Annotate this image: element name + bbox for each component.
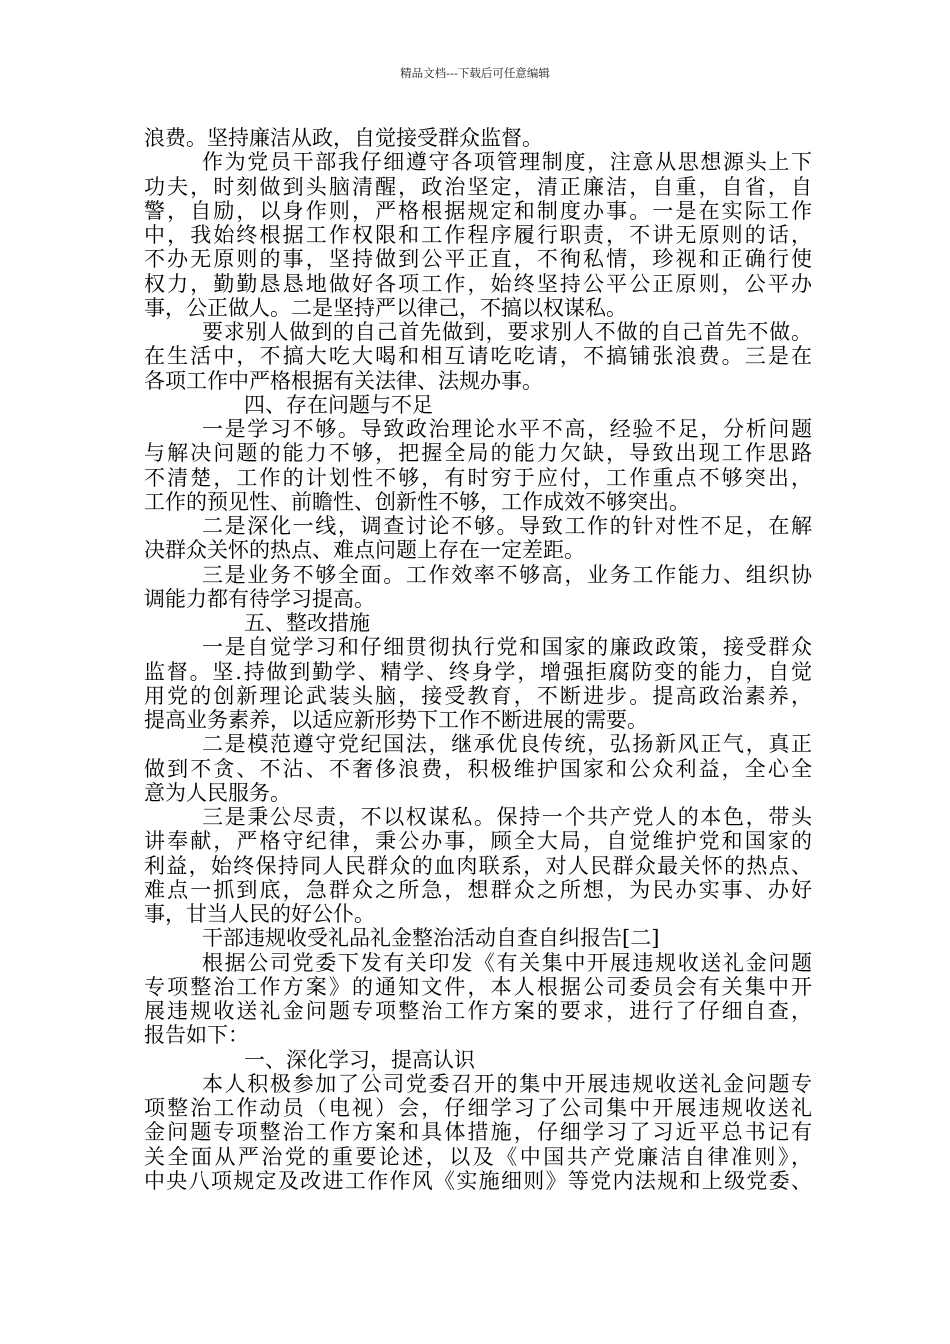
text-line: 做到不贪、不沾、不奢侈浪费，积极维护国家和公众利益，全心全 <box>144 756 812 781</box>
text-line: 决群众关怀的热点、难点问题上存在一定差距。 <box>144 538 585 563</box>
document-body <box>144 126 812 1193</box>
text-line: 工作的预见性、前瞻性、创新性不够，工作成效不够突出。 <box>144 489 690 514</box>
text-line: 难点一抓到底，急群众之所急，想群众之所想，为民办实事、办好 <box>144 877 812 902</box>
text-line: 三是业务不够全面。工作效率不够高，业务工作能力、组织协 <box>202 562 812 587</box>
page-header: 精品文档---下载后可任意编辑 <box>400 66 550 80</box>
text-line: 二是深化一线，调查讨论不够。导致工作的针对性不足，在解 <box>202 514 812 538</box>
text-line: 在生活中，不搞大吃大喝和相互请吃吃请，不搞铺张浪费。三是在 <box>144 344 812 369</box>
text-line: 本人积极参加了公司党委召开的集中开展违规收送礼金问题专 <box>202 1071 812 1096</box>
text-line: 用党的创新理论武装头脑，接受教育，不断进步。提高政治素养， <box>144 683 812 708</box>
text-line: 展违规收送礼金问题专项整治工作方案的要求，进行了仔细自查， <box>144 999 812 1023</box>
text-line: 专项整治工作方案》的通知文件，本人根据公司委员会有关集中开 <box>144 974 812 999</box>
text-line: 关全面从严治党的重要论述，以及《中国共产党廉洁自律准则》， <box>144 1144 812 1169</box>
text-line: 调能力都有待学习提高。 <box>144 586 375 611</box>
report-title: 干部违规收受礼品礼金整治活动自查自纠报告[二] <box>202 926 660 951</box>
section-heading: 五、整改措施 <box>244 611 370 635</box>
section-heading: 一、深化学习，提高认识 <box>244 1047 475 1072</box>
text-line: 监督。坚.持做到勤学、精学、终身学，增强拒腐防变的能力，自觉 <box>144 659 812 684</box>
text-line: 中，我始终根据工作权限和工作程序履行职责，不讲无原则的话， <box>144 223 812 247</box>
text-line: 利益，始终保持同人民群众的血肉联系，对人民群众最关怀的热点、 <box>144 853 812 878</box>
text-line: 中央八项规定及改进工作作风《实施细则》等党内法规和上级党委、 <box>144 1168 812 1193</box>
text-line: 权力，勤勤恳恳地做好各项工作，始终坚持公平公正原则，公平办 <box>144 271 812 296</box>
text-line: 警，自励，以身作则，严格根据规定和制度办事。一是在实际工作 <box>144 198 812 223</box>
text-line: 根据公司党委下发有关印发《有关集中开展违规收送礼金问题 <box>202 950 812 975</box>
text-line: 各项工作中严格根据有关法律、法规办事。 <box>144 368 543 393</box>
text-line: 意为人民服务。 <box>144 780 291 805</box>
text-line: 一是学习不够。导致政治理论水平不高，经验不足，分析问题 <box>202 417 812 441</box>
text-line: 二是模范遵守党纪国法，继承优良传统，弘扬新风正气，真正 <box>202 732 812 757</box>
text-line: 功夫，时刻做到头脑清醒，政治坚定，清正廉洁，自重，自省，自 <box>144 174 812 199</box>
text-line: 讲奉献，严格守纪律，秉公办事，顾全大局，自觉维护党和国家的 <box>144 829 812 854</box>
text-line: 一是自觉学习和仔细贯彻执行党和国家的廉政政策，接受群众 <box>202 635 812 660</box>
text-line: 浪费。坚持廉洁从政，自觉接受群众监督。 <box>144 126 543 150</box>
text-line: 事，甘当人民的好公仆。 <box>144 902 375 926</box>
text-line: 不办无原则的事，坚持做到公平正直，不徇私情，珍视和正确行使 <box>144 247 812 272</box>
text-line: 提高业务素养，以适应新形势下工作不断进展的需要。 <box>144 708 648 732</box>
text-line: 项整治工作动员（电视）会，仔细学习了公司集中开展违规收送礼 <box>144 1096 812 1120</box>
text-line: 不清楚，工作的计划性不够，有时穷于应付，工作重点不够突出， <box>144 465 812 490</box>
text-line: 与解决问题的能力不够，把握全局的能力欠缺，导致出现工作思路 <box>144 441 812 466</box>
text-line: 要求别人做到的自己首先做到，要求别人不做的自己首先不做。 <box>202 320 812 344</box>
text-line: 事，公正做人。二是坚持严以律己，不搞以权谋私。 <box>144 295 627 320</box>
text-line: 金问题专项整治工作方案和具体措施，仔细学习了习近平总书记有 <box>144 1120 812 1145</box>
text-line: 作为党员干部我仔细遵守各项管理制度，注意从思想源头上下 <box>202 150 812 175</box>
section-heading: 四、存在问题与不足 <box>244 392 433 417</box>
text-line: 报告如下： <box>144 1023 249 1048</box>
text-line: 三是秉公尽责，不以权谋私。保持一个共产党人的本色，带头 <box>202 805 812 829</box>
